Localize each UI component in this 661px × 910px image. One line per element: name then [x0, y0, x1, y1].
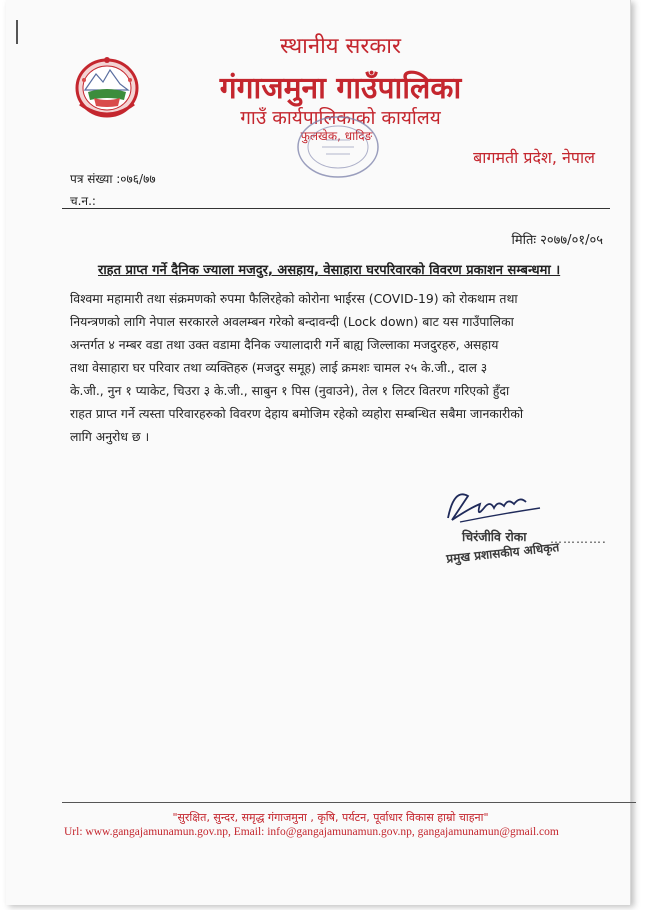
office-stamp-icon	[292, 110, 384, 184]
letter-date: मितिः २०७७/०१/०५	[511, 233, 603, 248]
letter-body	[70, 287, 590, 448]
body-line: विश्वमा महामारी तथा संक्रमणको रुपमा फैलिरहेको कोरोना भाईरस (COVID-19) को रोकथाम तथा	[70, 291, 518, 306]
signatory-title: प्रमुख प्रशासकीय अधिकृत	[445, 540, 560, 566]
header-province: बागमती प्रदेश, नेपाल	[473, 148, 595, 167]
header-municipality-name: गंगाजमुना गाउँपालिका	[219, 71, 462, 106]
body-line: के.जी., नुन १ प्याकेट, चिउरा ३ के.जी., साबुन १ पिस (नुवाउने), तेल १ लिटर वितरण गरिएको हुँदा	[70, 383, 510, 398]
signature-dotted-line: ………….	[550, 532, 607, 546]
body-line: नियन्त्रणको लागि नेपाल सरकारले अवलम्बन गरेको बन्दावन्दी (Lock down) बाट यस गाउँपालिका	[70, 314, 514, 329]
footer-contact: Url: www.gangajamunamun.gov.np, Email: info@gangajamunamun.gov.np, gangajamunamun@gmail.com	[64, 826, 559, 838]
header-divider	[62, 208, 610, 209]
footer-motto: "सुरक्षित, सुन्दर, समृद्ध गंगाजमुना , कृषि, पर्यटन, पूर्वाधार विकास हाम्रो चाहना"	[172, 811, 489, 824]
letter-reference-number: पत्र संख्या :०७६/७७	[70, 172, 156, 186]
body-line: अन्तर्गत ४ नम्बर वडा तथा उक्त वडामा दैनिक ज्यालादारी गर्ने बाह्य जिल्लाका मजदुरहरु, असहाय	[70, 337, 499, 352]
footer-divider	[62, 802, 636, 803]
handwritten-signature-icon	[440, 478, 550, 534]
body-line: लागि अनुरोध छ ।	[70, 429, 150, 444]
header-office-name: गाउँ कार्यपालिकाको कार्यालय	[240, 107, 441, 129]
signatory-name: चिरंजीवि रोका	[462, 529, 527, 544]
letter-subject: राहत प्राप्त गर्ने दैनिक ज्याला मजदुर, असहाय, वेसाहारा घरपरिवारको विवरण प्रकाशन सम्बन्धमा ।	[98, 263, 561, 278]
header-address: फुलखेक, धादिङ	[300, 129, 373, 143]
body-line: तथा वेसाहारा घर परिवार तथा व्यक्तिहरु (मजदुर समूह) लाई क्रमशः चामल २५ के.जी., दाल ३	[70, 360, 488, 375]
dispatch-number: च.न.:	[70, 194, 96, 208]
header-local-government: स्थानीय सरकार	[280, 34, 401, 59]
body-line: राहत प्राप्त गर्ने त्यस्ता परिवारहरुको विवरण देहाय बमोजिम रहेको व्यहोरा सम्बन्धित सबैमा जानकारीको	[70, 406, 524, 421]
